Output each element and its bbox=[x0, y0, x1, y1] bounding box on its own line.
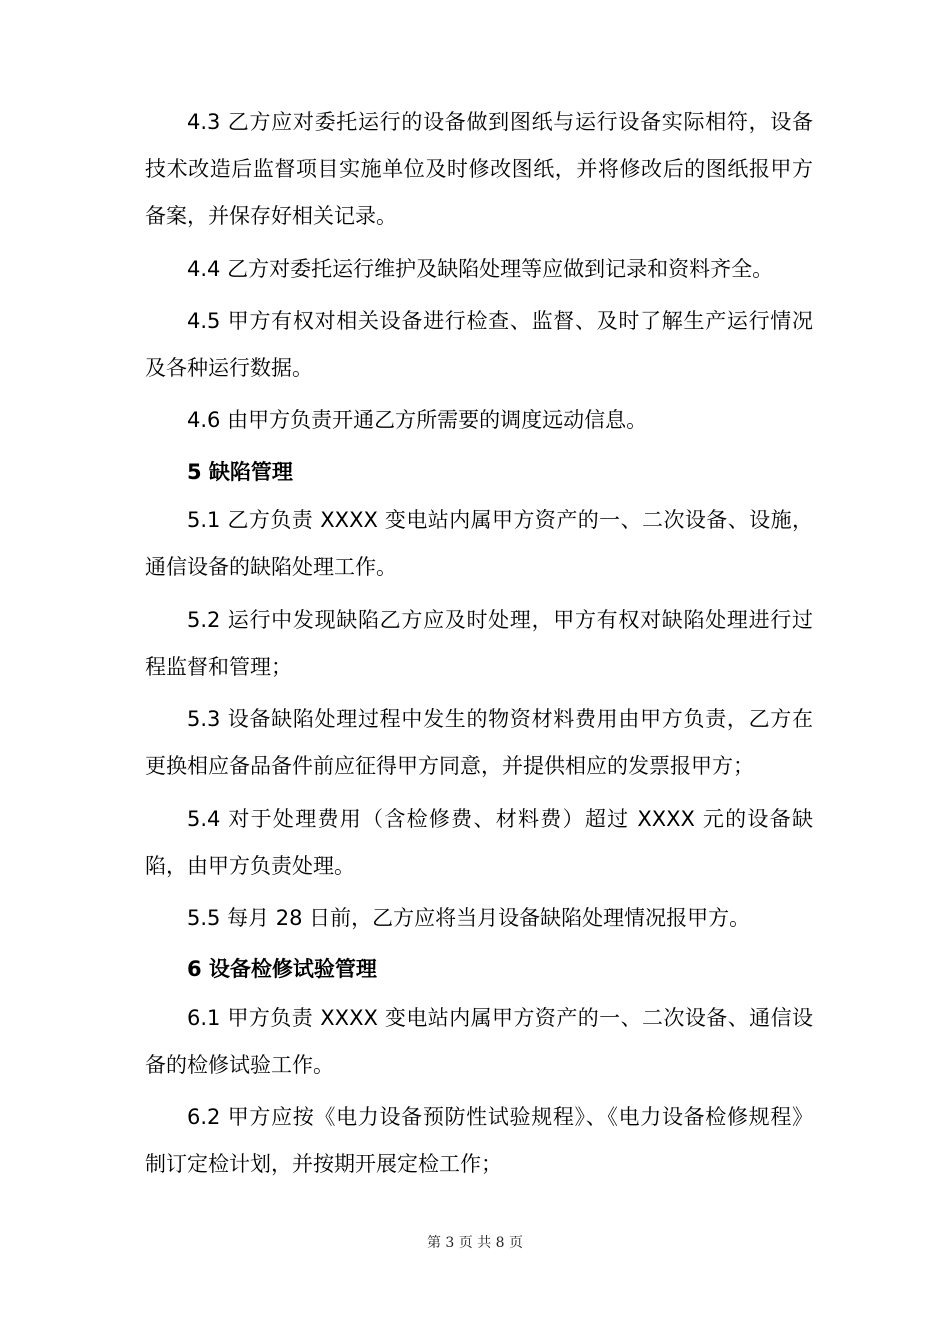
paragraph-5-2: 5.2 运行中发现缺陷乙方应及时处理，甲方有权对缺陷处理进行过程监督和管理； bbox=[145, 608, 813, 679]
paragraph-4-4: 4.4 乙方对委托运行维护及缺陷处理等应做到记录和资料齐全。 bbox=[187, 257, 774, 281]
paragraph-4-6: 4.6 由甲方负责开通乙方所需要的调度远动信息。 bbox=[187, 408, 648, 432]
section-heading-6: 6 设备检修试验管理 bbox=[187, 957, 377, 981]
page-number-footer: 第 3 页 共 8 页 bbox=[426, 1235, 524, 1251]
paragraph-4-5: 4.5 甲方有权对相关设备进行检查、监督、及时了解生产运行情况及各种运行数据。 bbox=[145, 309, 813, 380]
paragraph-6-2: 6.2 甲方应按《电力设备预防性试验规程》、《电力设备检修规程》制订定检计划，并按期开展定检工作； bbox=[145, 1105, 813, 1176]
paragraph-4-3: 4.3 乙方应对委托运行的设备做到图纸与运行设备实际相符，设备技术改造后监督项目实施单位及时修改图纸，并将修改后的图纸报甲方备案，并保存好相关记录。 bbox=[145, 110, 813, 228]
paragraph-5-3: 5.3 设备缺陷处理过程中发生的物资材料费用由甲方负责，乙方在更换相应备品备件前应征得甲方同意，并提供相应的发票报甲方； bbox=[145, 707, 813, 778]
paragraph-5-5: 5.5 每月 28 日前，乙方应将当月设备缺陷处理情况报甲方。 bbox=[187, 906, 751, 930]
section-heading-5: 5 缺陷管理 bbox=[187, 460, 293, 484]
paragraph-5-1: 5.1 乙方负责 XXXX 变电站内属甲方资产的一、二次设备、设施，通信设备的缺陷处理工作。 bbox=[145, 508, 813, 579]
paragraph-5-4: 5.4 对于处理费用（含检修费、材料费）超过 XXXX 元的设备缺陷，由甲方负责处理。 bbox=[145, 807, 813, 878]
paragraph-6-1: 6.1 甲方负责 XXXX 变电站内属甲方资产的一、二次设备、通信设备的检修试验工作。 bbox=[145, 1006, 813, 1077]
